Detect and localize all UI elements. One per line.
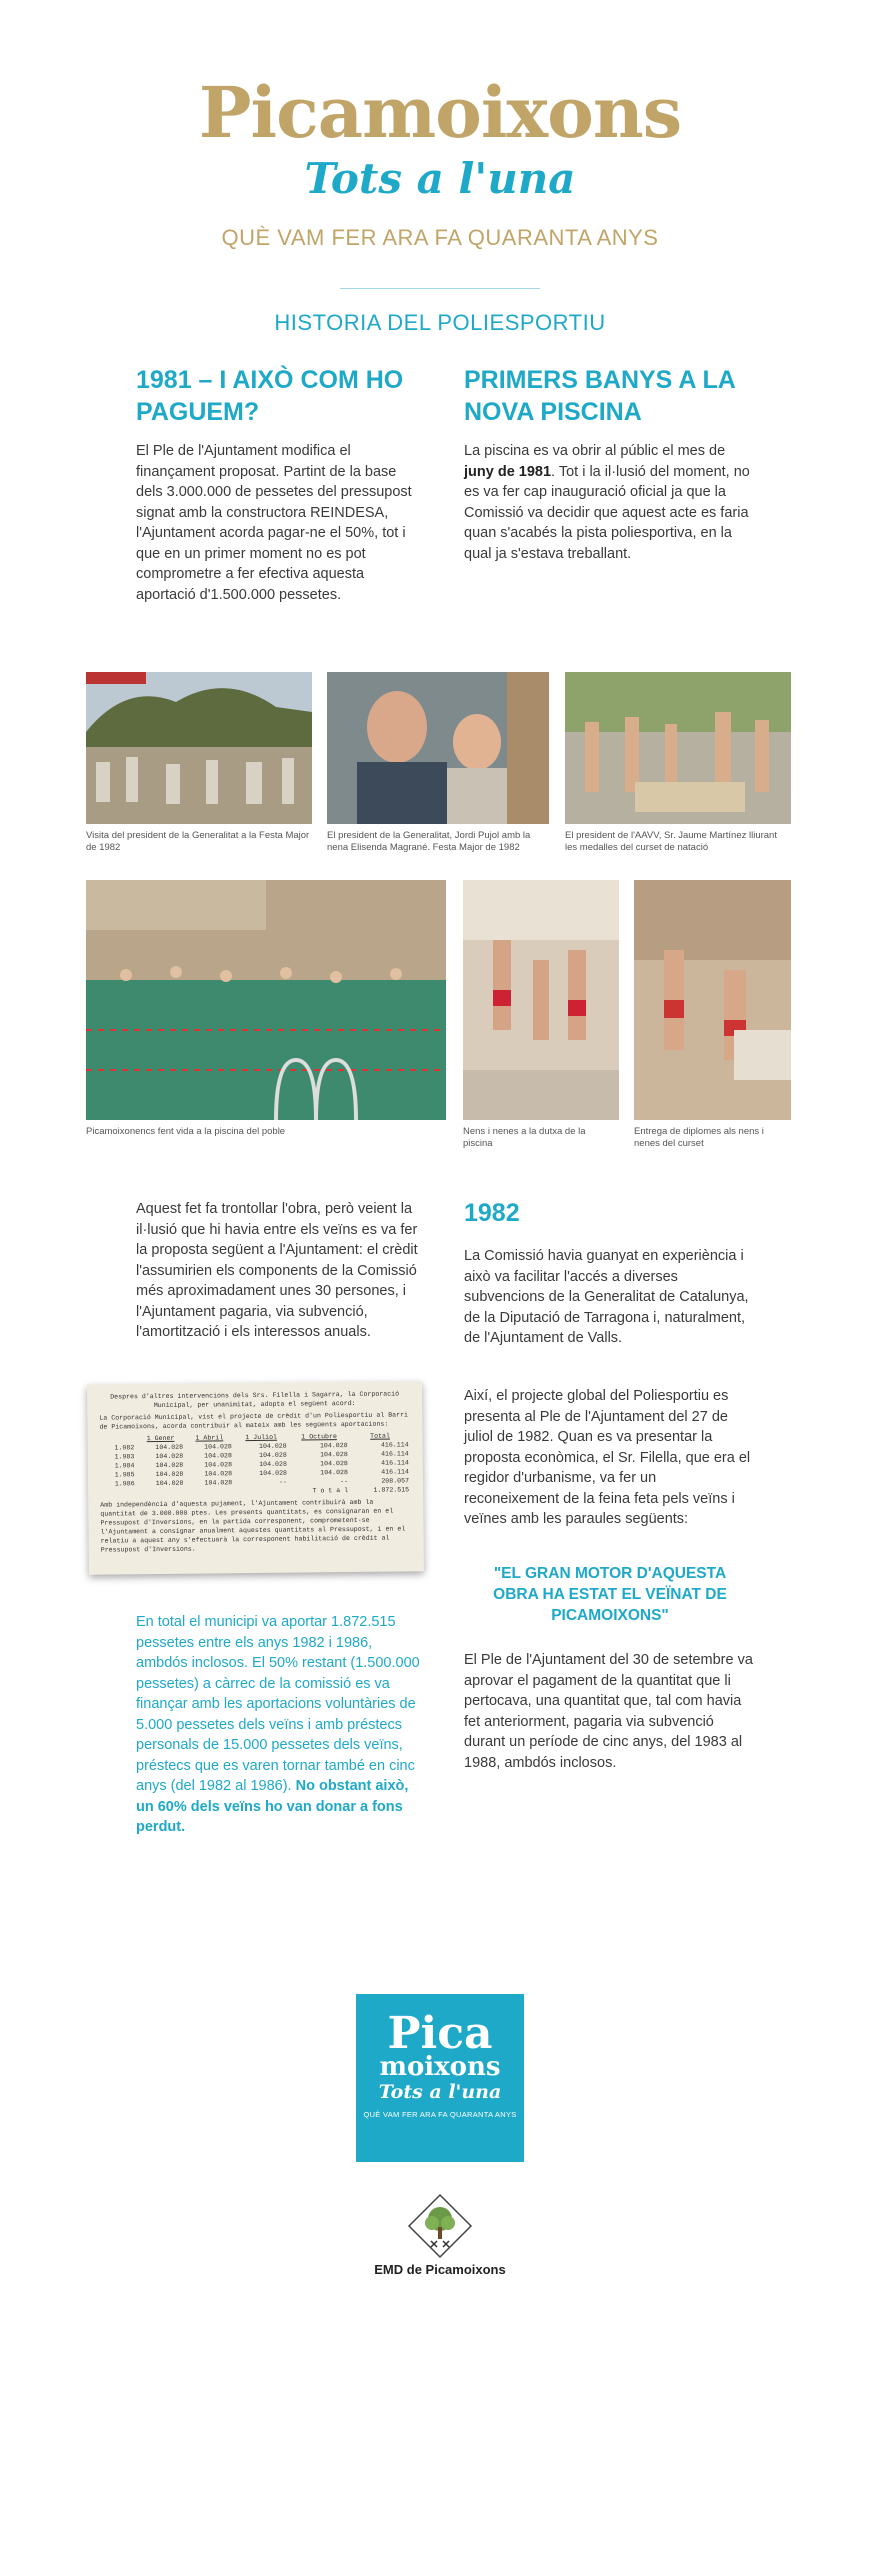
document-table xyxy=(100,1431,412,1497)
document-cell: 104.028 xyxy=(204,1452,232,1460)
archive-document xyxy=(87,1381,424,1574)
paragraph-credit: Aquest fet fa trontollar l'obra, però veient la il·lusió que hi havia entre els veïns es va fer la proposta següent a l'Ajuntament: el crèdit l'assumirien els components de la Comissió més aproximadament unes 30 persones, i l'Ajuntament pagaria, via subvenció, l'amortització i els interessos anuals. xyxy=(136,1201,418,1340)
logo-line-moixons: moixons xyxy=(379,2052,501,2082)
document-cell: 104.028 xyxy=(155,1443,184,1452)
logo-line-tagline: Tots a l'una xyxy=(378,2081,502,2103)
document-cell: 1.983 xyxy=(114,1453,135,1461)
document-cell: 104.028 xyxy=(204,1443,232,1451)
paragraph-1981: El Ple de l'Ajuntament modifica el finançament proposat. Partint de la base dels 3.000.000 de pessetes del pressupost signat amb la constructora REINDESA, l'Ajuntament acorda pagar-ne el 50%, tot i que en un primer moment no es pot comprometre a fer efectiva aquesta aportació d'1.500.000 pessetes. xyxy=(136,443,412,603)
document-cell: 208.057 xyxy=(381,1477,410,1485)
document-closing: Amb independència d'aquesta pujament, l'Ajuntament contribuirà amb la quantitat de 3.000.000 ptes. Les presents quantitats, es consignaran en el Pressupost d'Inversions, en la partida corresponent, comprometent-se l'Ajuntament a consignar anualment aquestes quantitats al Pressupost, i en el relatiu a aquest any s'efectuarà la corresponent habilitació de crèdit al Pressupost d'Inversions. xyxy=(100,1498,406,1554)
paragraph-primers-banys: La piscina es va obrir al públic el mes de juny de 1981. Tot i la il·lusió del moment, no es va fer cap inauguració oficial ja que la Comissió va decidir que aquest acte es faria quan s'acabés la pista poliesportiva, en la qual ja s'estava treballant. xyxy=(464,443,750,562)
paragraph-ple-setembre: El Ple de l'Ajuntament del 30 de setembre va aprovar el pagament de la quantitat que li pertocava, una quantitat que, tal com havia fet anteriorment, pagaria via subvenció durant un període de cinc anys, del 1983 al 1988, ambdós inclosos. xyxy=(464,1652,753,1771)
document-cell: 416.114 xyxy=(381,1468,409,1476)
document-cell: 104.028 xyxy=(155,1452,184,1461)
document-cell: 1.984 xyxy=(114,1462,135,1470)
picamoixons-logo xyxy=(356,1994,524,2162)
document-total-label: T o t a l xyxy=(312,1487,349,1495)
emd-emblem-icon xyxy=(407,2193,473,2259)
caption-medalles: El president de l'AAVV, Sr. Jaume Martínez lliurant les medalles del curset de natació xyxy=(565,830,777,853)
emd-label: EMD de Picamoixons xyxy=(374,2262,506,2277)
section-title: HISTORIA DEL POLIESPORTIU xyxy=(274,310,606,335)
document-cell: 104.028 xyxy=(155,1479,184,1488)
caption-pujol: El president de la Generalitat, Jordi Pujol amb la nena Elisenda Magrané. Festa Major de 1982 xyxy=(327,830,531,853)
document-cell: 416.114 xyxy=(381,1450,409,1458)
document-cell: 104.028 xyxy=(259,1451,287,1459)
document-agreement: La Corporació Municipal, vist el projecte de crèdit d'un Poliesportiu al Barri de Picamoixons, acorda contribuir al mateix amb les següents aportacions: xyxy=(99,1411,409,1431)
document-cell: 104.028 xyxy=(320,1451,348,1459)
document-cell: 1.986 xyxy=(114,1480,135,1488)
document-cell: 104.028 xyxy=(155,1461,184,1470)
caption-visita-president: Visita del president de la Generalitat a la Festa Major de 1982 xyxy=(86,830,310,853)
photo-piscina xyxy=(86,880,446,1120)
caption-dutxa: Nens i nenes a la dutxa de la piscina xyxy=(463,1126,586,1149)
photo-diplomes xyxy=(634,880,791,1120)
document-col-header: 1 Octubre xyxy=(301,1433,337,1441)
document-cell: -- xyxy=(340,1478,349,1486)
heading-1981: 1981 – I AIXÒ COM HO PAGUEM? xyxy=(136,366,404,426)
document-cell: 416.114 xyxy=(380,1441,409,1449)
document-cell: 1.985 xyxy=(114,1471,135,1479)
document-cell: 104.028 xyxy=(155,1470,184,1479)
paragraph-municipi: En total el municipi va aportar 1.872.515 pessetes entre els anys 1982 i 1986, ambdós inclosos. El 50% restant (1.500.000 pessetes) a càrrec de la comissió es va finançar amb les aportacions voluntàries de 5.000 pessetes dels veïns i amb préstecs personals de 15.000 pessetes dels veïns, préstecs que es varen tornar també en cinc anys (del 1982 al 1986). No obstant això, un 60% dels veïns ho van donar a fons perdut. xyxy=(136,1614,420,1835)
heading-1982: 1982 xyxy=(464,1199,520,1227)
divider xyxy=(340,288,540,289)
paragraph-comissio: La Comissió havia guanyat en experiència i això va facilitar l'accés a diverses subvencions de la Generalitat de Catalunya, de la Diputació de Tarragona i, naturalment, de l'Ajuntament de Valls. xyxy=(464,1248,749,1346)
document-cell: 104.028 xyxy=(258,1442,287,1450)
document-cell: 104.028 xyxy=(259,1469,288,1477)
photo-pujol xyxy=(327,672,549,824)
caption-diplomes: Entrega de diplomes als nens i nenes del curset xyxy=(634,1126,764,1149)
document-total-value: 1.872.515 xyxy=(373,1486,410,1494)
document-cell: 104.028 xyxy=(204,1479,233,1487)
caption-piscina: Picamoixonencs fent vida a la piscina del poble xyxy=(86,1126,286,1137)
quote-gran-motor: "EL GRAN MOTOR D'AQUESTA OBRA HA ESTAT EL VEÏNAT DE PICAMOIXONS" xyxy=(493,1565,727,1624)
logo-line-pica: Pica xyxy=(387,2008,493,2059)
document-col-header: 1 Juliol xyxy=(245,1433,278,1442)
photo-medalles xyxy=(565,672,791,824)
photo-dutxa xyxy=(463,880,619,1120)
document-col-header: 1 Abril xyxy=(195,1434,224,1442)
document-cell: 104.028 xyxy=(320,1460,348,1468)
document-col-header: 1 Gener xyxy=(146,1434,175,1443)
document-cell: 104.028 xyxy=(204,1470,233,1478)
document-cell: 1.982 xyxy=(114,1444,135,1452)
document-cell: -- xyxy=(279,1478,288,1486)
document-cell: 104.028 xyxy=(204,1461,233,1469)
document-cell: 104.028 xyxy=(259,1460,287,1468)
document-intro: Despres d'altres intervencions dels Srs. Filella i Sagarra, la Corporació Municipal, per unanimitat, adopta el següent acord: xyxy=(110,1390,400,1410)
logo-line-kicker: QUÈ VAM FER ARA FA QUARANTA ANYS xyxy=(363,2110,517,2119)
document-cell: 104.028 xyxy=(319,1442,348,1450)
photo-visita-president xyxy=(86,672,312,824)
paragraph-projecte-global: Així, el projecte global del Poliesportiu es presenta al Ple de l'Ajuntament del 27 de juliol de 1982. Quan es va presentar la proposta econòmica, el Sr. Filella, que era el regidor d'urbanisme, va fer un reconeixement de la feina feta pels veïns i veïnes amb les paraules següents: xyxy=(464,1388,751,1527)
page-tagline: Tots a l'una xyxy=(304,154,576,203)
document-col-header: Total xyxy=(370,1432,390,1440)
page-title: Picamoixons xyxy=(198,71,682,154)
document-cell: 416.114 xyxy=(381,1459,409,1467)
document-total-row xyxy=(100,1485,411,1497)
document-cell: 104.028 xyxy=(320,1469,348,1477)
page-kicker: QUÈ VAM FER ARA FA QUARANTA ANYS xyxy=(221,225,659,250)
heading-primers-banys: PRIMERS BANYS A LA NOVA PISCINA xyxy=(464,366,735,426)
